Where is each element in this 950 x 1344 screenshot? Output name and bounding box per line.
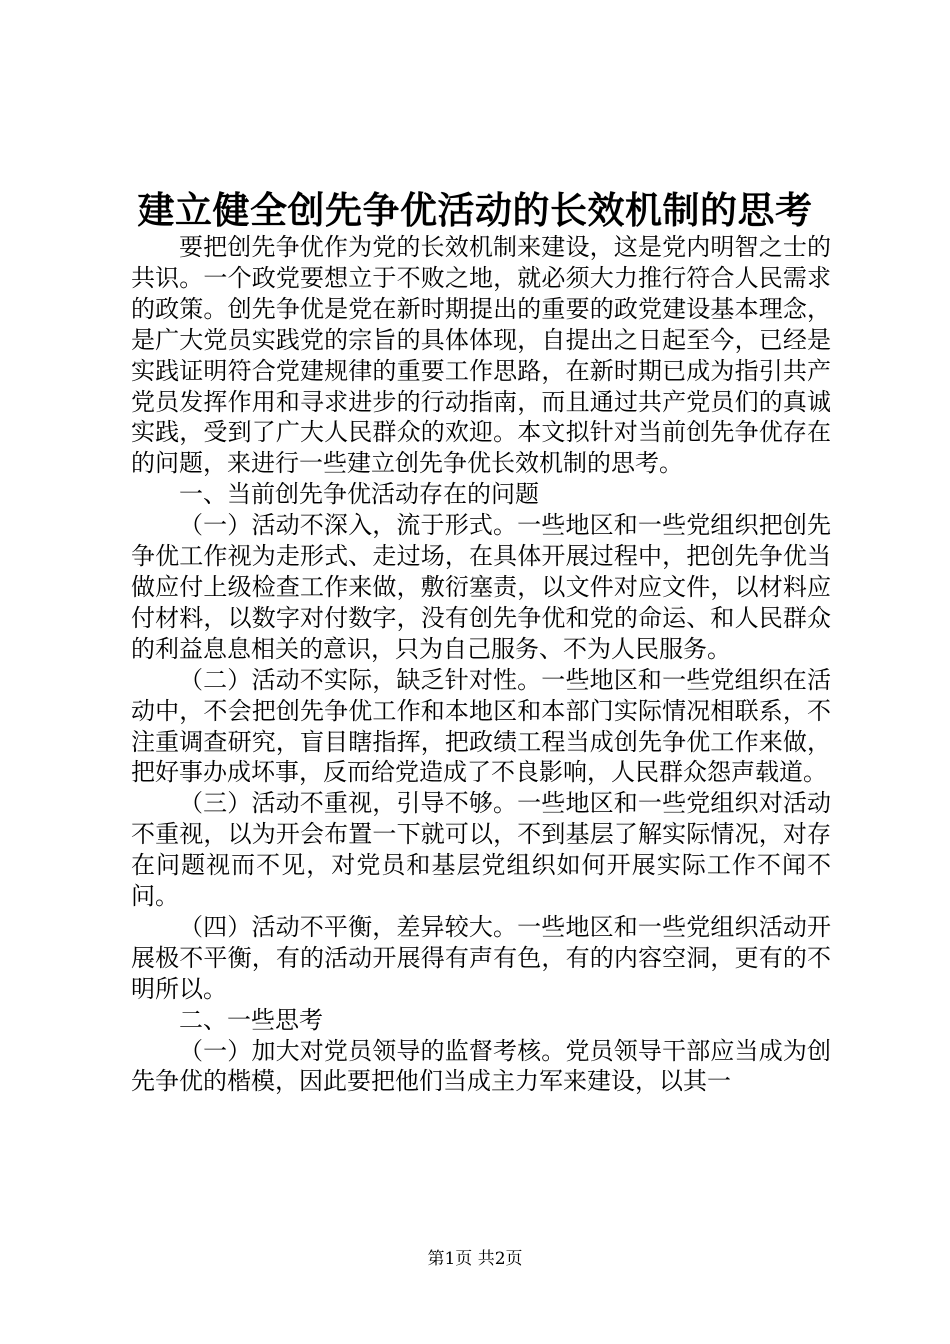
section2-item-1: （一）加大对党员领导的监督考核。党员领导干部应当成为创先争优的楷模，因此要把他们当成主力军来建设，以其一 xyxy=(131,1036,831,1096)
section-heading-2: 二、一些思考 xyxy=(179,1005,323,1034)
section-heading-1: 一、当前创先争优活动存在的问题 xyxy=(179,480,539,509)
document-body xyxy=(131,232,831,1097)
section1-item-4: （四）活动不平衡，差异较大。一些地区和一些党组织活动开展极不平衡，有的活动开展得有声有色，有的内容空洞，更有的不明所以。 xyxy=(131,912,831,1003)
page-footer: 第1页 共2页 xyxy=(427,1249,523,1269)
section1-item-1: （一）活动不深入，流于形式。一些地区和一些党组织把创先争优工作视为走形式、走过场，在具体开展过程中，把创先争优当做应付上级检查工作来做，敷衍塞责，以文件对应文件，以材料应付材料，以数字对付数字，没有创先争优和党的命运、和人民群众的利益息息相关的意识，只为自己服务、不为人民服务。 xyxy=(131,511,831,663)
intro-paragraph: 要把创先争优作为党的长效机制来建设，这是党内明智之士的共识。一个政党要想立于不败之地，就必须大力推行符合人民需求的政策。创先争优是党在新时期提出的重要的政党建设基本理念，是广大党员实践党的宗旨的具体体现，自提出之日起至今，已经是实践证明符合党建规律的重要工作思路，在新时期已成为指引共产党员发挥作用和寻求进步的行动指南，而且通过共产党员们的真诚实践，受到了广大人民群众的欢迎。本文拟针对当前创先争优存在的问题，来进行一些建立创先争优长效机制的思考。 xyxy=(131,233,831,478)
section1-item-3: （三）活动不重视，引导不够。一些地区和一些党组织对活动不重视，以为开会布置一下就可以，不到基层了解实际情况，对存在问题视而不见，对党员和基层党组织如何开展实际工作不闻不问。 xyxy=(131,789,831,911)
section1-item-2: （二）活动不实际，缺乏针对性。一些地区和一些党组织在活动中，不会把创先争优工作和本地区和本部门实际情况相联系，不注重调查研究，盲目瞎指挥，把政绩工程当成创先争优工作来做，把好事办成坏事，反而给党造成了不良影响，人民群众怨声载道。 xyxy=(131,665,831,787)
document-title: 建立健全创先争优活动的长效机制的思考 xyxy=(137,188,813,232)
